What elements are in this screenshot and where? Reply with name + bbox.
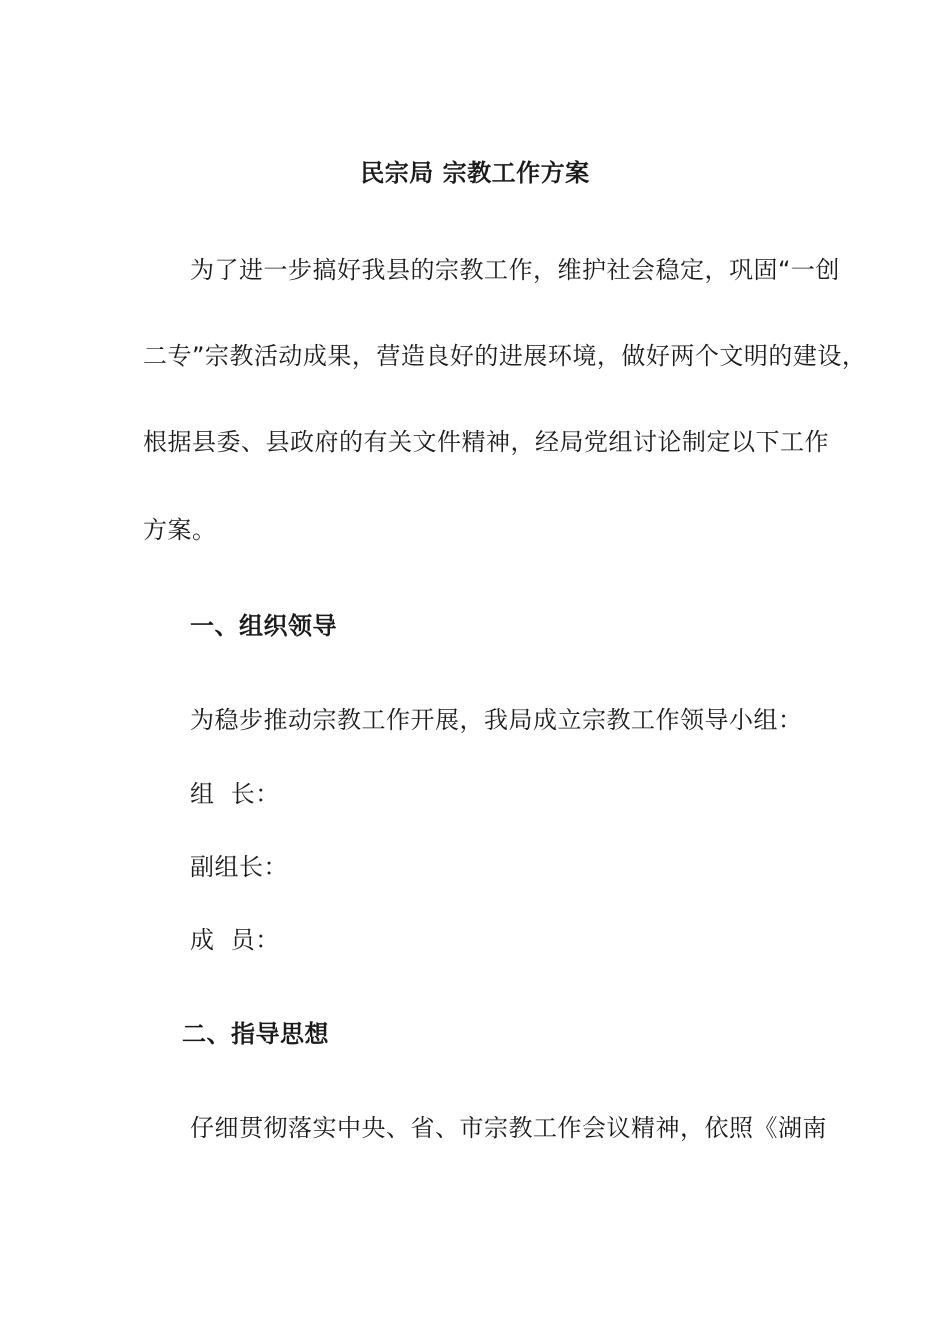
- section-body-organization: 为稳步推动宗教工作开展，我局成立宗教工作领导小组：: [190, 706, 803, 734]
- intro-line-3: 根据县委、县政府的有关文件精神，经局党组讨论制定以下工作: [143, 428, 829, 456]
- role-leader: 组 长：: [190, 780, 280, 808]
- section-heading-organization: 一、组织领导: [190, 612, 337, 640]
- section-heading-guiding-thought: 二、指导思想: [182, 1020, 329, 1048]
- document-title: 民宗局 宗教工作方案: [360, 159, 590, 187]
- section-body-guiding-thought: 仔细贯彻落实中央、省、市宗教工作会议精神，依照《湖南: [190, 1114, 827, 1142]
- role-deputy-leader: 副组长：: [190, 853, 288, 881]
- intro-line-4: 方案。: [143, 516, 217, 544]
- intro-line-1: 为了进一步搞好我县的宗教工作，维护社会稳定，巩固“一创: [190, 256, 840, 284]
- intro-line-2: 二专”宗教活动成果，营造良好的进展环境，做好两个文明的建设，: [143, 342, 867, 370]
- role-members: 成 员：: [190, 926, 280, 954]
